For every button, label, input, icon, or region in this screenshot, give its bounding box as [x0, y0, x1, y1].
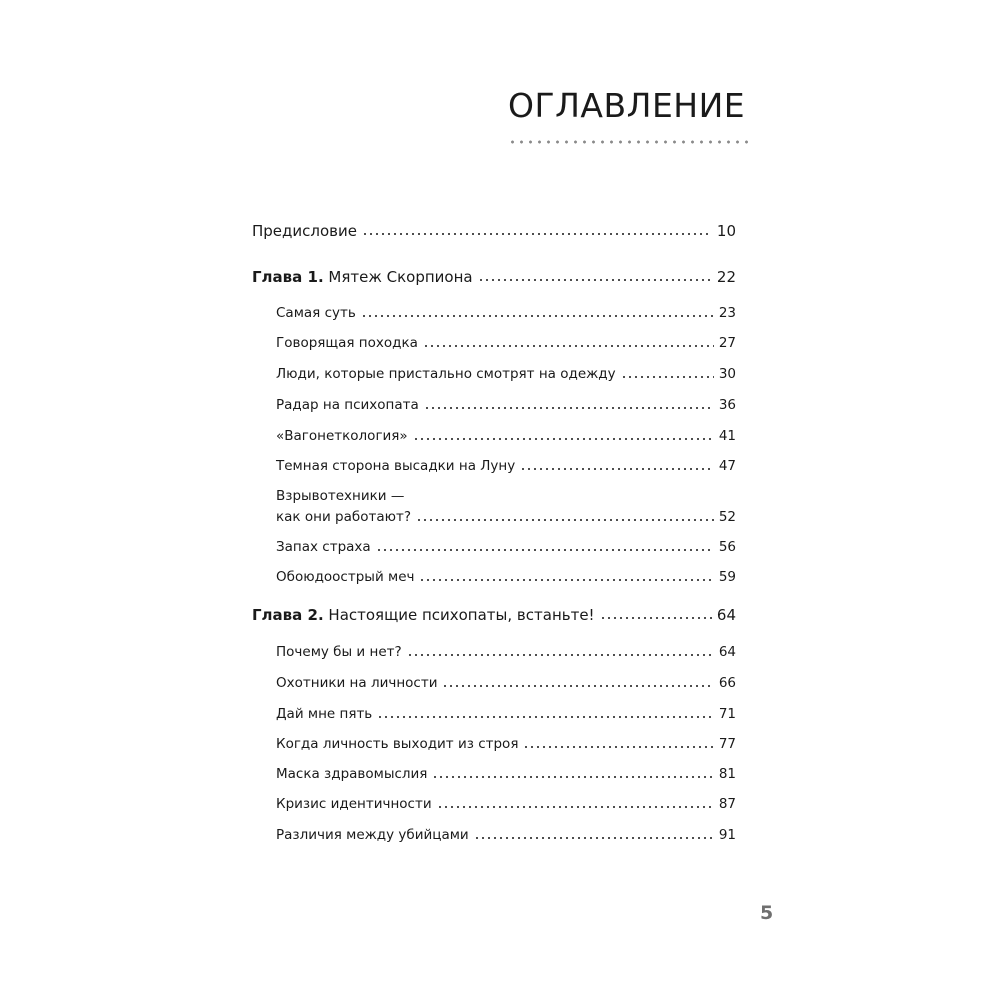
toc-entry-label: Запах страха — [276, 539, 371, 555]
toc-entry-label: Почему бы и нет? — [276, 644, 402, 660]
dot-leader — [432, 775, 713, 779]
toc-page-number: 41 — [718, 428, 736, 444]
toc-entry-section[interactable] — [276, 795, 736, 813]
toc-page-number: 23 — [718, 305, 736, 321]
dot-leader — [413, 437, 714, 441]
dot-leader — [621, 375, 714, 379]
toc-entry-section[interactable] — [276, 765, 736, 783]
toc-entry-label-line-1[interactable]: Взрывотехники — — [276, 488, 405, 504]
toc-entry-label: Предисловие — [252, 222, 357, 240]
toc-page-number: 87 — [718, 796, 736, 812]
toc-page-number: 36 — [718, 397, 736, 413]
toc-entry-section[interactable] — [276, 457, 736, 475]
chapter-prefix: Глава 1. — [252, 268, 324, 286]
toc-page-number: 77 — [718, 736, 736, 752]
page-title: ОГЛАВЛЕНИЕ — [508, 86, 746, 125]
toc-page-number: 47 — [718, 458, 736, 474]
toc-entry-label: Обоюдоострый меч — [276, 569, 415, 585]
dot-leader — [520, 467, 714, 471]
toc-entry-section[interactable] — [276, 396, 736, 414]
dot-leader — [474, 836, 714, 840]
toc-page-number: 56 — [718, 539, 736, 555]
dot-leader — [377, 715, 714, 719]
toc-entry-label: Различия между убийцами — [276, 827, 469, 843]
toc-entry-label: Кризис идентичности — [276, 796, 432, 812]
toc-entry-label: «Вагонеткология» — [276, 428, 408, 444]
toc-entry-label — [252, 606, 595, 624]
dot-leader — [416, 518, 714, 522]
toc-entry-label — [252, 268, 473, 286]
toc-page-number: 81 — [718, 766, 736, 782]
toc-entry-chapter-1[interactable] — [252, 268, 736, 286]
toc-entry-preface[interactable] — [252, 222, 736, 240]
toc-entry-section[interactable] — [276, 643, 736, 661]
dot-leader — [423, 344, 714, 348]
toc-entry-section[interactable] — [276, 304, 736, 322]
toc-entry-label: Радар на психопата — [276, 397, 419, 413]
toc-entry-label: Говорящая походка — [276, 335, 418, 351]
toc-entry-label: Маска здравомыслия — [276, 766, 428, 782]
toc-entry-label: как они работают? — [276, 509, 411, 525]
toc-page-number: 64 — [716, 606, 736, 624]
toc-entry-label: Когда личность выходит из строя — [276, 736, 519, 752]
toc-entry-label: Охотники на личности — [276, 675, 438, 691]
toc-page-number: 27 — [718, 335, 736, 351]
toc-page-number: 59 — [718, 569, 736, 585]
toc-entry-section[interactable] — [276, 427, 736, 445]
toc-entry-section[interactable] — [276, 334, 736, 352]
toc-entry-label: Люди, которые пристально смотрят на одежду — [276, 366, 616, 382]
page-number: 5 — [760, 902, 774, 924]
dot-leader — [600, 616, 712, 620]
toc-page-number: 22 — [716, 268, 736, 286]
title-dotted-rule — [508, 139, 754, 145]
dot-leader — [362, 232, 712, 236]
toc-entry-section[interactable] — [276, 826, 736, 844]
toc-entry-label: Темная сторона высадки на Луну — [276, 458, 516, 474]
toc-entry-section[interactable] — [276, 735, 736, 753]
toc-entry-section[interactable] — [276, 674, 736, 692]
dot-leader — [437, 805, 714, 809]
dot-leader — [523, 745, 713, 749]
toc-page-number: 91 — [718, 827, 736, 843]
toc-page-number: 10 — [716, 222, 736, 240]
toc-page-number: 52 — [718, 509, 736, 525]
chapter-title: Мятеж Скорпиона — [328, 268, 473, 286]
dot-leader — [478, 278, 712, 282]
toc-page-number: 71 — [718, 706, 736, 722]
toc-entry-chapter-2[interactable] — [252, 606, 736, 624]
toc-entry-section[interactable] — [276, 538, 736, 556]
dot-leader — [376, 548, 714, 552]
toc-page-number: 30 — [718, 366, 736, 382]
toc-page-number: 64 — [718, 644, 736, 660]
toc-entry-section[interactable] — [276, 365, 736, 383]
dot-leader — [407, 653, 714, 657]
chapter-title: Настоящие психопаты, встаньте! — [328, 606, 595, 624]
toc-page-number: 66 — [718, 675, 736, 691]
toc-entry-label: Дай мне пять — [276, 706, 373, 722]
chapter-prefix: Глава 2. — [252, 606, 324, 624]
toc-entry-label: Самая суть — [276, 305, 356, 321]
dot-leader — [442, 684, 713, 688]
toc-entry-section[interactable] — [276, 568, 736, 586]
toc-entry-section[interactable] — [276, 705, 736, 723]
dot-leader — [424, 406, 714, 410]
dot-leader — [361, 314, 714, 318]
dot-leader — [419, 578, 713, 582]
toc-entry-section[interactable] — [276, 508, 736, 526]
